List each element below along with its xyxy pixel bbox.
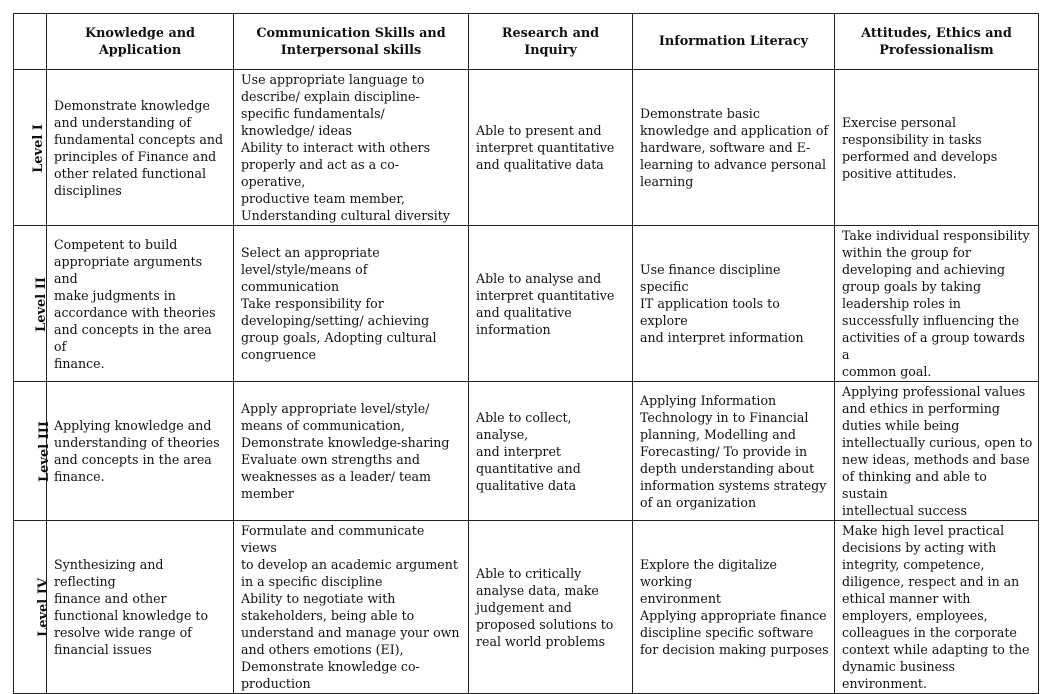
level-cell xyxy=(14,70,47,226)
cell-information-literacy: Explore the digitalize working environment Applying appropriate finance discipline specific software for decision making purposes xyxy=(633,521,835,694)
level-label: Level III xyxy=(36,421,52,482)
cell-knowledge: Demonstrate knowledge and understanding of fundamental concepts and principles of Finance and other related functional disciplines xyxy=(47,70,234,226)
cell-knowledge: Synthesizing and reflecting finance and other functional knowledge to resolve wide range of financial issues xyxy=(47,521,234,694)
cell-knowledge: Competent to build appropriate arguments and make judgments in accordance with theories and concepts in the area of finance. xyxy=(47,226,234,382)
cell-communication: Apply appropriate level/style/ means of communication, Demonstrate knowledge-sharing Evaluate own strengths and weaknesses as a leader/ team member xyxy=(234,382,469,521)
header-communication-skills: Communication Skills and Interpersonal skills xyxy=(234,14,469,70)
table-row-level-4 xyxy=(14,521,1039,694)
cell-information-literacy: Applying Information Technology in to Financial planning, Modelling and Forecasting/ To provide in depth understanding about information systems strategy of an organization xyxy=(633,382,835,521)
level-cell xyxy=(14,382,52,521)
cell-research: Able to collect, analyse, and interpret quantitative and qualitative data xyxy=(469,382,633,521)
cell-information-literacy: Use finance discipline specific IT application tools to explore and interpret information xyxy=(633,226,835,382)
header-corner xyxy=(14,14,47,70)
cell-knowledge: Applying knowledge and understanding of theories and concepts in the area finance. xyxy=(47,382,234,521)
header-attitudes-ethics: Attitudes, Ethics and Professionalism xyxy=(835,14,1039,70)
rubric-table-wrapper xyxy=(13,13,1039,694)
cell-attitudes: Make high level practical decisions by acting with integrity, competence, diligence, respect and in an ethical manner with employers, employees, colleagues in the corporate context while adapting to the dynamic business environment. xyxy=(835,521,1039,694)
cell-communication: Select an appropriate level/style/means of communication Take responsibility for developing/setting/ achieving group goals, Adopting cultural congruence xyxy=(234,226,469,382)
level-label: Level IV xyxy=(35,578,51,637)
cell-communication: Use appropriate language to describe/ explain discipline- specific fundamentals/ knowledge/ ideas Ability to interact with others properly and act as a co-operative, productive team member, Understanding cultural diversity xyxy=(234,70,469,226)
header-row xyxy=(14,14,1039,70)
learning-outcomes-table xyxy=(13,13,1039,694)
cell-research: Able to critically analyse data, make judgement and proposed solutions to real world problems xyxy=(469,521,633,694)
table-row-level-1 xyxy=(14,70,1039,226)
header-knowledge-application: Knowledge and Application xyxy=(47,14,234,70)
cell-information-literacy: Demonstrate basic knowledge and application of hardware, software and E- learning to advance personal learning xyxy=(633,70,835,226)
level-cell xyxy=(14,226,47,382)
level-label: Level II xyxy=(33,276,49,332)
header-research-inquiry: Research and Inquiry xyxy=(469,14,633,70)
cell-research: Able to present and interpret quantitative and qualitative data xyxy=(469,70,633,226)
cell-attitudes: Applying professional values and ethics in performing duties while being intellectually curious, open to new ideas, methods and base of thinking and able to sustain intellectual success xyxy=(835,382,1039,521)
table-row-level-2 xyxy=(14,226,1039,382)
level-label: Level I xyxy=(30,123,46,173)
cell-communication: Formulate and communicate views to develop an academic argument in a specific discipline Ability to negotiate with stakeholders, being able to understand and manage your own and others emotions (EI), Demonstrate knowledge co- production xyxy=(234,521,469,694)
cell-research: Able to analyse and interpret quantitative and qualitative information xyxy=(469,226,633,382)
cell-attitudes: Take individual responsibility within the group for developing and achieving group goals by taking leadership roles in successfully influencing the activities of a group towards a common goal. xyxy=(835,226,1039,382)
level-cell xyxy=(14,521,51,694)
cell-attitudes: Exercise personal responsibility in tasks performed and develops positive attitudes. xyxy=(835,70,1039,226)
header-information-literacy: Information Literacy xyxy=(633,14,835,70)
table-row-level-3 xyxy=(14,382,1039,521)
